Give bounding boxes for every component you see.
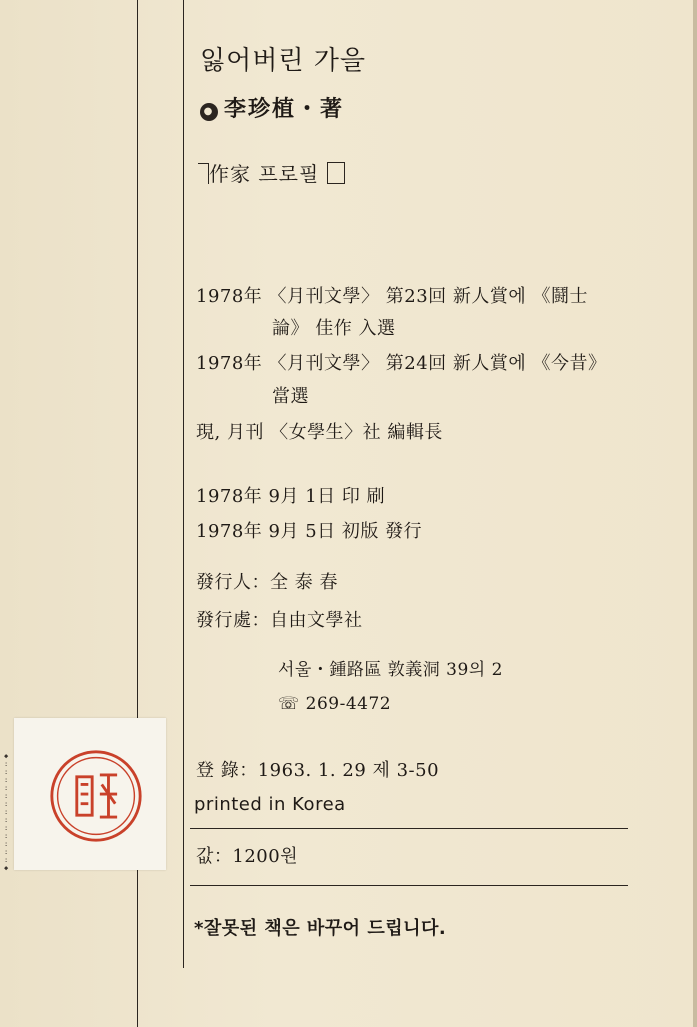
- printed-in: printed in Korea: [194, 794, 346, 815]
- page-edge: [693, 0, 697, 1027]
- book-title: 잃어버린 가을: [200, 46, 366, 76]
- left-rule: [137, 0, 138, 1027]
- publish-date: 1978年 9月 5日 初版 發行: [196, 521, 423, 542]
- profile-line-1-cont: 論》 佳作 入選: [272, 318, 396, 339]
- price: 값：1200원: [196, 846, 299, 867]
- center-rule: [183, 0, 184, 968]
- price-rule-top: [190, 828, 628, 829]
- profile-line-2: 1978年 〈月刊文學〉 第24回 新人賞에 《今昔》: [196, 353, 607, 374]
- telephone-icon: ☏: [278, 694, 300, 714]
- publisher-person: 發行人：全 泰 春: [196, 572, 338, 593]
- profile-line-2-cont: 當選: [272, 386, 309, 407]
- profile-line-3: 現, 月刊 〈女學生〉社 編輯長: [196, 422, 443, 443]
- author-line: [200, 98, 344, 121]
- phone-number: 269-4472: [305, 694, 392, 714]
- author-mark-icon: ●: [200, 103, 218, 121]
- perforation-edge: ◆ : : : : : : : : : : : : : ◆: [4, 752, 9, 872]
- bracket-box-icon: [327, 162, 345, 184]
- profile-label: 作家 프로필: [209, 162, 320, 186]
- registration-number: 登 錄：1963. 1. 29 제 3-50: [196, 760, 440, 781]
- author-seal-icon: [48, 748, 144, 844]
- print-date: 1978年 9月 1日 印 刷: [196, 486, 386, 507]
- bracket-left-icon: [198, 163, 209, 184]
- author-name: 李珍植・著: [224, 96, 345, 122]
- profile-line-1: 1978年 〈月刊文學〉 第23回 新人賞에 《鬪士: [196, 286, 588, 307]
- price-rule-bottom: [190, 885, 628, 886]
- publisher-address: 서울・鍾路區 敦義洞 39의 2: [278, 660, 503, 680]
- profile-heading: [198, 162, 345, 184]
- publisher-house: 發行處：自由文學社: [196, 610, 363, 631]
- publisher-phone: [278, 696, 391, 713]
- exchange-notice: *잘못된 책은 바꾸어 드립니다.: [194, 918, 447, 939]
